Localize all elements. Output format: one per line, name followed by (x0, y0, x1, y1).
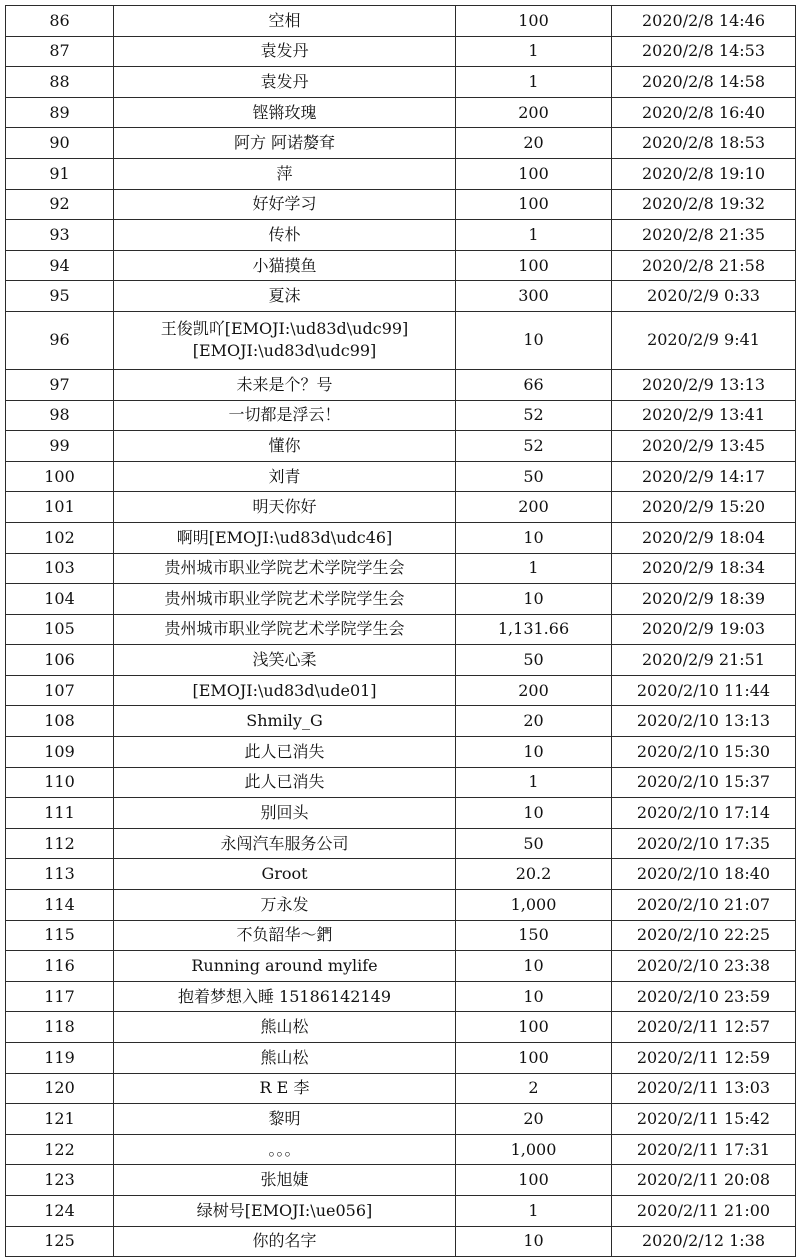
row-number: 94 (6, 250, 114, 281)
table-row (6, 250, 796, 281)
row-number: 97 (6, 369, 114, 400)
donation-time: 2020/2/9 13:45 (612, 431, 796, 462)
donation-time: 2020/2/9 13:13 (612, 369, 796, 400)
donor-name: 你的名字 (114, 1226, 456, 1257)
table-row (6, 675, 796, 706)
row-number: 123 (6, 1165, 114, 1196)
donation-amount: 1 (456, 553, 612, 584)
table-row (6, 1073, 796, 1104)
row-number: 110 (6, 767, 114, 798)
row-number: 108 (6, 706, 114, 737)
table-row (6, 36, 796, 67)
donation-amount: 100 (456, 1043, 612, 1074)
table-row (6, 981, 796, 1012)
row-number: 118 (6, 1012, 114, 1043)
donation-time: 2020/2/9 13:41 (612, 400, 796, 431)
donor-name: 好好学习 (114, 189, 456, 220)
donor-name: 传朴 (114, 220, 456, 251)
donor-name: 袁发丹 (114, 67, 456, 98)
table-row (6, 737, 796, 768)
row-number: 87 (6, 36, 114, 67)
donor-name: 黎明 (114, 1104, 456, 1135)
donation-amount: 10 (456, 951, 612, 982)
donor-name: 此人已消失 (114, 737, 456, 768)
donor-name: [EMOJI:\ud83d\ude01] (114, 675, 456, 706)
row-number: 120 (6, 1073, 114, 1104)
donation-amount: 20.2 (456, 859, 612, 890)
donation-time: 2020/2/9 19:03 (612, 614, 796, 645)
donor-name: 夏沫 (114, 281, 456, 312)
donation-amount: 100 (456, 6, 612, 37)
donor-name: Running around mylife (114, 951, 456, 982)
table-row (6, 890, 796, 921)
row-number: 113 (6, 859, 114, 890)
row-number: 107 (6, 675, 114, 706)
donation-time: 2020/2/9 0:33 (612, 281, 796, 312)
donation-amount: 10 (456, 1226, 612, 1257)
donation-amount: 150 (456, 920, 612, 951)
row-number: 99 (6, 431, 114, 462)
donor-name: Groot (114, 859, 456, 890)
donor-name: 贵州城市职业学院艺术学院学生会 (114, 584, 456, 615)
donor-name: 。。。 (114, 1134, 456, 1165)
row-number: 109 (6, 737, 114, 768)
table-row (6, 767, 796, 798)
table-row (6, 859, 796, 890)
donor-name: 啊明[EMOJI:\ud83d\udc46] (114, 522, 456, 553)
donation-time: 2020/2/9 14:17 (612, 461, 796, 492)
donor-name: 此人已消失 (114, 767, 456, 798)
donation-amount: 1,131.66 (456, 614, 612, 645)
row-number: 111 (6, 798, 114, 829)
donor-name: 明天你好 (114, 492, 456, 523)
row-number: 124 (6, 1195, 114, 1226)
donation-time: 2020/2/9 9:41 (612, 311, 796, 369)
donation-time: 2020/2/11 20:08 (612, 1165, 796, 1196)
row-number: 115 (6, 920, 114, 951)
donation-amount: 52 (456, 431, 612, 462)
donation-amount: 1 (456, 36, 612, 67)
row-number: 106 (6, 645, 114, 676)
donor-name: 绿树号[EMOJI:\ue056] (114, 1195, 456, 1226)
table-row (6, 1195, 796, 1226)
donor-name: 不负韶华～鍆 (114, 920, 456, 951)
donor-name: 熊山松 (114, 1012, 456, 1043)
donation-time: 2020/2/10 23:38 (612, 951, 796, 982)
donor-name: 永闯汽车服务公司 (114, 828, 456, 859)
donation-amount: 100 (456, 158, 612, 189)
donation-amount: 20 (456, 706, 612, 737)
donation-time: 2020/2/8 14:53 (612, 36, 796, 67)
table-row (6, 1134, 796, 1165)
donation-time: 2020/2/9 18:04 (612, 522, 796, 553)
donor-name: 一切都是浮云！ (114, 400, 456, 431)
table-row (6, 798, 796, 829)
table-row (6, 369, 796, 400)
donor-name: 小猫摸鱼 (114, 250, 456, 281)
table-row (6, 920, 796, 951)
donation-amount: 20 (456, 1104, 612, 1135)
table-row (6, 6, 796, 37)
donation-time: 2020/2/9 21:51 (612, 645, 796, 676)
donor-name: 阿方 阿诺嫠耷 (114, 128, 456, 159)
table-row (6, 128, 796, 159)
donor-name: 王俊凯吖[EMOJI:\ud83d\udc99][EMOJI:\ud83d\udc99] (114, 311, 456, 369)
donor-name: 别回头 (114, 798, 456, 829)
donation-time: 2020/2/10 17:14 (612, 798, 796, 829)
table-row (6, 461, 796, 492)
row-number: 92 (6, 189, 114, 220)
row-number: 86 (6, 6, 114, 37)
donation-amount: 1,000 (456, 1134, 612, 1165)
donation-table (5, 5, 796, 1257)
row-number: 114 (6, 890, 114, 921)
donation-amount: 200 (456, 492, 612, 523)
donation-amount: 66 (456, 369, 612, 400)
donation-time: 2020/2/10 11:44 (612, 675, 796, 706)
donation-amount: 10 (456, 737, 612, 768)
donation-amount: 1 (456, 1195, 612, 1226)
donation-amount: 2 (456, 1073, 612, 1104)
table-row (6, 492, 796, 523)
donation-time: 2020/2/9 18:34 (612, 553, 796, 584)
table-row (6, 1012, 796, 1043)
donation-time: 2020/2/9 15:20 (612, 492, 796, 523)
row-number: 96 (6, 311, 114, 369)
donation-time: 2020/2/10 22:25 (612, 920, 796, 951)
row-number: 121 (6, 1104, 114, 1135)
donation-time: 2020/2/11 21:00 (612, 1195, 796, 1226)
donation-amount: 10 (456, 798, 612, 829)
donation-amount: 50 (456, 461, 612, 492)
donor-name: R E 李 (114, 1073, 456, 1104)
donation-amount: 200 (456, 97, 612, 128)
donor-name: 抱着梦想入睡 15186142149 (114, 981, 456, 1012)
row-number: 117 (6, 981, 114, 1012)
row-number: 88 (6, 67, 114, 98)
donor-name: 浅笑心柔 (114, 645, 456, 676)
donation-amount: 1 (456, 67, 612, 98)
donation-time: 2020/2/10 13:13 (612, 706, 796, 737)
row-number: 95 (6, 281, 114, 312)
row-number: 89 (6, 97, 114, 128)
table-row (6, 311, 796, 369)
row-number: 116 (6, 951, 114, 982)
donation-amount: 50 (456, 645, 612, 676)
table-row (6, 220, 796, 251)
donation-amount: 1 (456, 220, 612, 251)
donation-amount: 100 (456, 250, 612, 281)
donation-amount: 100 (456, 1165, 612, 1196)
row-number: 102 (6, 522, 114, 553)
table-row (6, 828, 796, 859)
row-number: 104 (6, 584, 114, 615)
donation-time: 2020/2/8 19:32 (612, 189, 796, 220)
table-row (6, 1165, 796, 1196)
donor-name: 刘青 (114, 461, 456, 492)
donor-name: 空相 (114, 6, 456, 37)
donation-time: 2020/2/10 15:30 (612, 737, 796, 768)
table-row (6, 158, 796, 189)
row-number: 119 (6, 1043, 114, 1074)
donor-name: 袁发丹 (114, 36, 456, 67)
table-row (6, 431, 796, 462)
donation-amount: 1,000 (456, 890, 612, 921)
donation-amount: 52 (456, 400, 612, 431)
donation-amount: 10 (456, 584, 612, 615)
row-number: 100 (6, 461, 114, 492)
row-number: 91 (6, 158, 114, 189)
donor-name: 懂你 (114, 431, 456, 462)
donation-time: 2020/2/11 17:31 (612, 1134, 796, 1165)
table-row (6, 189, 796, 220)
donation-time: 2020/2/8 14:58 (612, 67, 796, 98)
table-row (6, 951, 796, 982)
donation-time: 2020/2/12 1:38 (612, 1226, 796, 1257)
table-row (6, 97, 796, 128)
table-row (6, 645, 796, 676)
donation-time: 2020/2/8 21:58 (612, 250, 796, 281)
row-number: 122 (6, 1134, 114, 1165)
table-body (6, 6, 796, 1257)
table-row (6, 1043, 796, 1074)
donor-name: 未来是个？号 (114, 369, 456, 400)
table-row (6, 281, 796, 312)
donation-amount: 100 (456, 1012, 612, 1043)
donor-name: Shmily_G (114, 706, 456, 737)
donation-time: 2020/2/8 14:46 (612, 6, 796, 37)
row-number: 125 (6, 1226, 114, 1257)
donation-amount: 50 (456, 828, 612, 859)
donor-name: 贵州城市职业学院艺术学院学生会 (114, 614, 456, 645)
donation-time: 2020/2/10 18:40 (612, 859, 796, 890)
donor-name: 铿锵玫瑰 (114, 97, 456, 128)
table-row (6, 522, 796, 553)
donor-name: 萍 (114, 158, 456, 189)
donation-amount: 300 (456, 281, 612, 312)
donation-amount: 10 (456, 522, 612, 553)
donation-time: 2020/2/10 15:37 (612, 767, 796, 798)
donor-name: 万永发 (114, 890, 456, 921)
donation-amount: 100 (456, 189, 612, 220)
donation-amount: 10 (456, 311, 612, 369)
row-number: 98 (6, 400, 114, 431)
table-row (6, 1226, 796, 1257)
donation-amount: 20 (456, 128, 612, 159)
donation-time: 2020/2/11 12:57 (612, 1012, 796, 1043)
row-number: 105 (6, 614, 114, 645)
row-number: 101 (6, 492, 114, 523)
table-row (6, 1104, 796, 1135)
donation-time: 2020/2/8 21:35 (612, 220, 796, 251)
donation-time: 2020/2/9 18:39 (612, 584, 796, 615)
donation-time: 2020/2/11 12:59 (612, 1043, 796, 1074)
donation-time: 2020/2/10 17:35 (612, 828, 796, 859)
donation-time: 2020/2/8 16:40 (612, 97, 796, 128)
table-row (6, 584, 796, 615)
row-number: 93 (6, 220, 114, 251)
table-row (6, 553, 796, 584)
row-number: 90 (6, 128, 114, 159)
donation-amount: 200 (456, 675, 612, 706)
table-row (6, 706, 796, 737)
donation-time: 2020/2/8 19:10 (612, 158, 796, 189)
donation-time: 2020/2/11 13:03 (612, 1073, 796, 1104)
table-row (6, 400, 796, 431)
row-number: 112 (6, 828, 114, 859)
table-row (6, 67, 796, 98)
donation-time: 2020/2/8 18:53 (612, 128, 796, 159)
donation-time: 2020/2/10 23:59 (612, 981, 796, 1012)
donation-time: 2020/2/10 21:07 (612, 890, 796, 921)
donor-name: 贵州城市职业学院艺术学院学生会 (114, 553, 456, 584)
donation-time: 2020/2/11 15:42 (612, 1104, 796, 1135)
donor-name: 熊山松 (114, 1043, 456, 1074)
table-row (6, 614, 796, 645)
donor-name: 张旭婕 (114, 1165, 456, 1196)
row-number: 103 (6, 553, 114, 584)
donation-amount: 1 (456, 767, 612, 798)
donation-amount: 10 (456, 981, 612, 1012)
